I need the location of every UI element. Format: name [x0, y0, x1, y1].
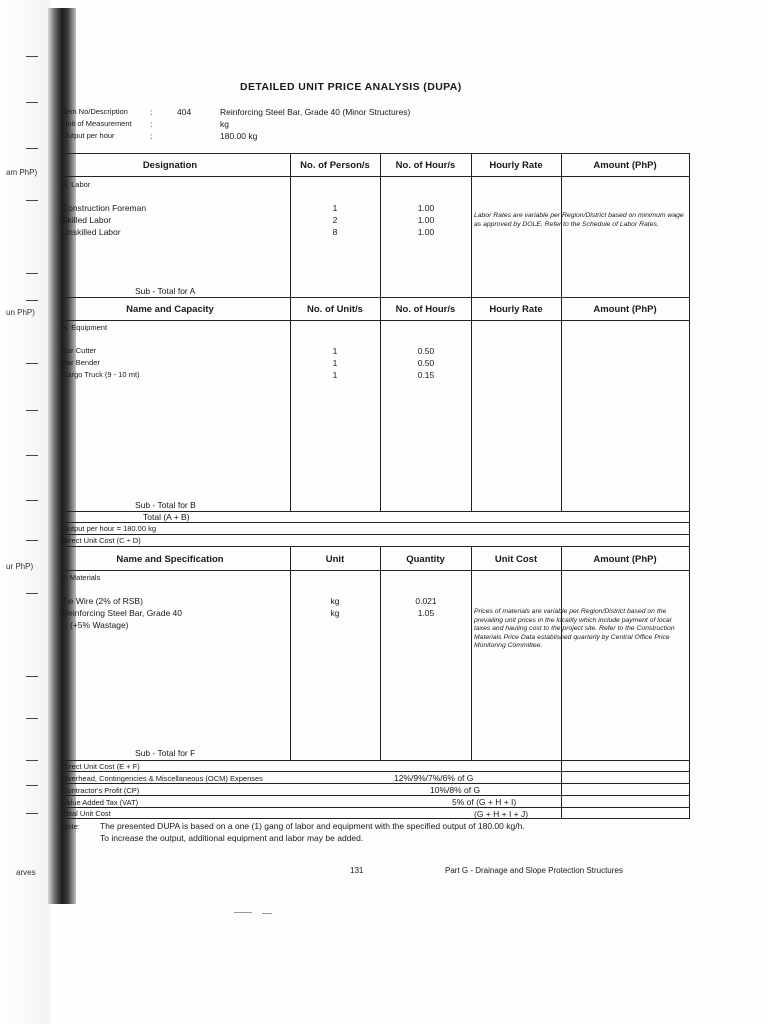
rule	[380, 546, 381, 760]
equipment-row-units: 1	[332, 358, 338, 368]
col-header-unit: Unit	[325, 554, 345, 565]
rule	[62, 760, 690, 761]
summary-label: Contractor's Profit (CP)	[62, 786, 140, 795]
summary-value: 12%/9%/7%/6% of G	[394, 773, 474, 783]
equipment-row-units: 1	[332, 346, 338, 356]
margin-tick	[26, 200, 38, 201]
rule	[62, 153, 690, 154]
col-header-units: No. of Unit/s	[307, 304, 363, 315]
margin-tick	[26, 363, 38, 364]
equipment-row-name: Bar Bender	[62, 358, 100, 367]
equipment-row-name: Cargo Truck (9 - 10 mt)	[62, 370, 140, 379]
col-header-quantity: Quantity	[406, 554, 445, 565]
margin-tick	[26, 102, 38, 103]
material-row-name: Tie Wire (2% of RSB)	[62, 596, 143, 606]
rule	[471, 153, 472, 511]
margin-tick	[26, 300, 38, 301]
labor-row-name: Skilled Labor	[62, 215, 112, 225]
material-row-name: (+5% Wastage)	[70, 620, 129, 630]
col-header-persons: No. of Person/s	[300, 160, 370, 171]
rule	[62, 818, 690, 819]
rule	[62, 546, 690, 547]
material-row-unit: kg	[330, 608, 340, 618]
col-header-designation: Designation	[142, 160, 198, 171]
section-label-labor: A. Labor	[62, 180, 91, 189]
equipment-row-name: Bar Cutter	[62, 346, 97, 355]
subtotal-b: Sub - Total for B	[135, 500, 196, 510]
material-row-qty: 0.021	[415, 596, 437, 606]
page-number: 131	[350, 866, 364, 875]
rule	[471, 546, 472, 760]
scan-smudge	[262, 913, 272, 914]
col-header-hours: No. of Hour/s	[395, 160, 456, 171]
margin-tick	[26, 593, 38, 594]
unit-label: Unit of Measurement	[62, 119, 132, 128]
note-line-2: To increase the output, additional equipment and labor may be added.	[100, 833, 364, 843]
col-header-hours: No. of Hour/s	[395, 304, 456, 315]
rule	[62, 176, 690, 177]
section-label-materials: F. Materials	[62, 573, 101, 582]
margin-tick	[26, 760, 38, 761]
summary-label: Total Unit Cost	[62, 809, 111, 818]
labor-row-persons: 1	[332, 203, 338, 213]
page-title: DETAILED UNIT PRICE ANALYSIS (DUPA)	[240, 81, 462, 93]
summary-value: 10%/8% of G	[430, 785, 481, 795]
bleed-text: un PhP)	[6, 308, 35, 317]
margin-tick	[26, 148, 38, 149]
rule	[62, 320, 690, 321]
rule	[561, 760, 562, 818]
margin-tick	[26, 785, 38, 786]
margin-tick	[26, 540, 38, 541]
note-label: Note:	[62, 822, 80, 831]
margin-tick	[26, 676, 38, 677]
output-label: Output per hour	[62, 131, 115, 140]
scan-smudge	[234, 912, 252, 913]
equipment-row-units: 1	[332, 370, 338, 380]
output-value: 180.00 kg	[220, 131, 258, 141]
rule	[62, 522, 690, 523]
labor-row-name: Construction Foreman	[62, 203, 147, 213]
part-title: Part G - Drainage and Slope Protection Structures	[445, 866, 623, 875]
summary-value: 5% of (G + H + I)	[452, 797, 517, 807]
summary-label: Value Added Tax (VAT)	[62, 798, 139, 807]
col-header-name-spec: Name and Specification	[116, 554, 224, 565]
margin-tick	[26, 410, 38, 411]
colon: :	[150, 107, 153, 117]
col-header-amount: Amount (PhP)	[593, 160, 657, 171]
material-row-name: Reinforcing Steel Bar, Grade 40	[62, 608, 183, 618]
summary-label: Direct Unit Cost (E + F)	[62, 762, 140, 771]
margin-tick	[26, 718, 38, 719]
bleed-text: arves	[16, 868, 36, 877]
rule	[290, 153, 291, 511]
col-header-unit-cost: Unit Cost	[494, 554, 538, 565]
margin-tick	[26, 56, 38, 57]
equipment-row-hours: 0.50	[417, 346, 435, 356]
rule	[290, 546, 291, 760]
labor-rates-note: Labor Rates are variable per Region/District based on minimum wage as approved by DOLE. Refer to the Schedule of Labor Rates.	[474, 212, 684, 228]
summary-label: Overhead, Contingencies & Miscellaneous (OCM) Expenses	[62, 774, 263, 783]
labor-row-hours: 1.00	[417, 203, 435, 213]
item-description: Reinforcing Steel Bar, Grade 40 (Minor Structures)	[220, 107, 411, 117]
summary-value: (G + H + I + J)	[474, 809, 529, 819]
rule	[62, 807, 690, 808]
materials-price-note: Prices of materials are variable per Region/District based on the prevailing unit prices in the locality which include payment of local taxes and hauling cost to the project site. Refer to the Construction Materials Price Data established quarterly by Central Office Price Monitoring Committee.	[474, 608, 675, 650]
rule	[62, 783, 690, 784]
material-row-unit: kg	[330, 596, 340, 606]
item-code: 404	[177, 107, 192, 117]
rule	[62, 534, 690, 535]
labor-row-persons: 8	[332, 227, 338, 237]
subtotal-f: Sub - Total for F	[135, 748, 196, 758]
col-header-hourly-rate: Hourly Rate	[489, 304, 543, 315]
labor-row-hours: 1.00	[417, 227, 435, 237]
unit-value: kg	[220, 119, 229, 129]
rule	[561, 153, 562, 511]
col-header-amount: Amount (PhP)	[593, 554, 657, 565]
output-per-hour-row: Output per hour = 180.00 kg	[62, 524, 157, 533]
total-ab: Total (A + B)	[143, 512, 190, 522]
rule	[689, 153, 690, 818]
margin-tick	[26, 500, 38, 501]
labor-row-hours: 1.00	[417, 215, 435, 225]
col-header-name-capacity: Name and Capacity	[126, 304, 214, 315]
item-label: Item No/Description	[62, 107, 128, 116]
note-line-1: The presented DUPA is based on a one (1) gang of labor and equipment with the specified output of 180.00 kg/h.	[100, 821, 525, 831]
colon: :	[150, 119, 153, 129]
material-row-qty: 1.05	[417, 608, 435, 618]
equipment-row-hours: 0.50	[417, 358, 435, 368]
section-label-equipment: B. Equipment	[62, 323, 108, 332]
rule	[62, 297, 690, 298]
rule	[561, 546, 562, 760]
direct-unit-cost-cd: Direct Unit Cost (C ÷ D)	[62, 536, 141, 545]
rule	[62, 570, 690, 571]
colon: :	[150, 131, 153, 141]
subtotal-a: Sub - Total for A	[135, 286, 196, 296]
equipment-row-hours: 0.15	[417, 370, 435, 380]
rule	[380, 153, 381, 511]
col-header-hourly-rate: Hourly Rate	[489, 160, 543, 171]
margin-tick	[26, 273, 38, 274]
col-header-amount: Amount (PhP)	[593, 304, 657, 315]
rule	[62, 795, 690, 796]
margin-tick	[26, 813, 38, 814]
labor-row-name: Unskilled Labor	[62, 227, 121, 237]
rule	[62, 771, 690, 772]
bleed-text: ur PhP)	[6, 562, 34, 571]
labor-row-persons: 2	[332, 215, 338, 225]
bleed-text: am PhP)	[6, 168, 38, 177]
margin-tick	[26, 455, 38, 456]
